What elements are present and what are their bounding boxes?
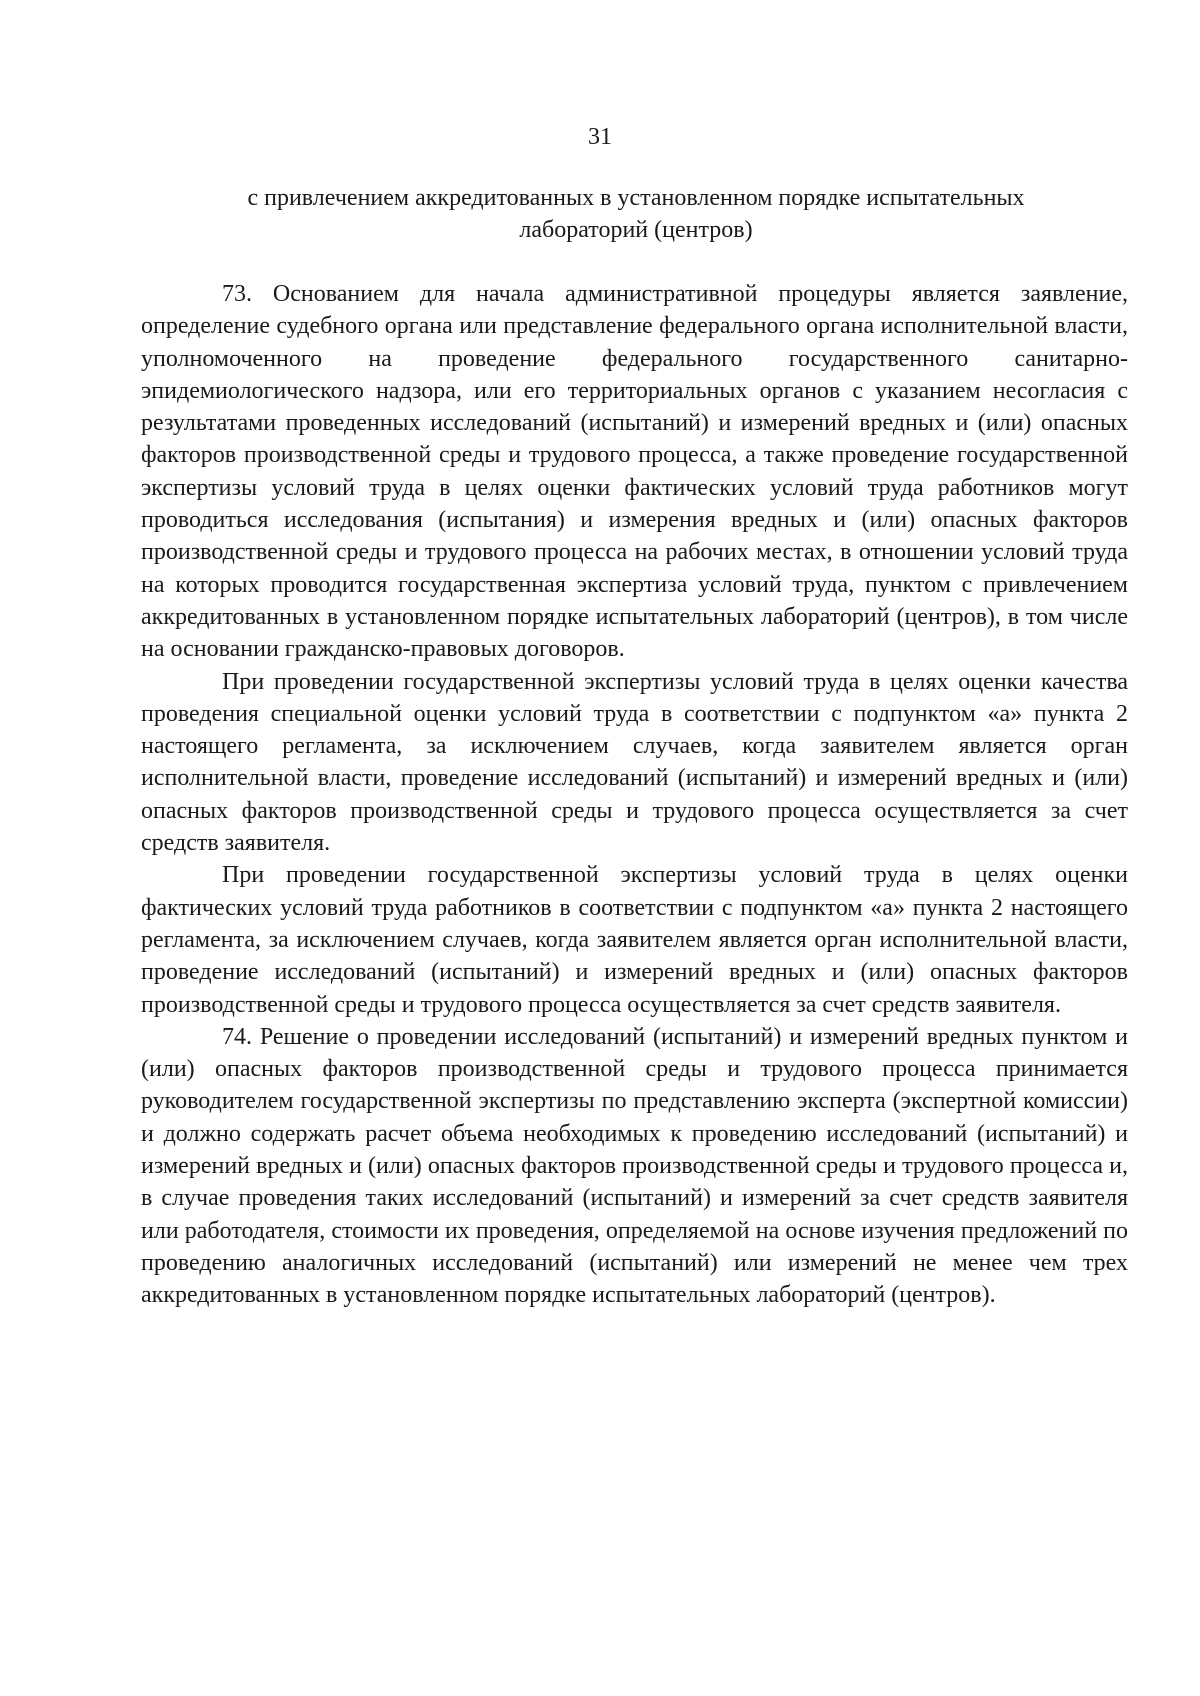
section-heading [140, 182, 1132, 246]
paragraph-assessment-quality: При проведении государственной экспертизы условий труда в целях оценки качества проведения специальной оценки условий труда в соответствии с подпунктом «а» пункта 2 настоящего регламента, за исключением случаев, когда заявителем является орган исполнительной власти, проведение исследований (испытаний) и измерений вредных и (или) опасных факторов производственной среды и трудового процесса осуществляется за счет средств заявителя. [141, 668, 1128, 857]
section-heading-line-1: с привлечением аккредитованных в установленном порядке испытательных [247, 185, 1025, 211]
section-heading-line-2: лабораторий (центров) [519, 217, 753, 243]
page-number: 31 [588, 124, 612, 150]
paragraph-assessment-actual-conditions: При проведении государственной экспертизы условий труда в целях оценки фактических условий труда работников в соответствии с подпунктом «а» пункта 2 настоящего регламента, за исключением случаев, когда заявителем является орган исполнительной власти, проведение исследований (испытаний) и измерений вредных и (или) опасных факторов производственной среды и трудового процесса осуществляется за счет средств заявителя. [141, 862, 1128, 1018]
paragraph-74: 74. Решение о проведении исследований (испытаний) и измерений вредных пунктом и (или) опасных факторов производственной среды и трудового процесса принимается руководителем государственной экспертизы по представлению эксперта (экспертной комиссии) и должно содержать расчет объема необходимых к проведению исследований (испытаний) и измерений вредных и (или) опасных факторов производственной среды и трудового процесса и, в случае проведения таких исследований (испытаний) и измерений за счет средств заявителя или работодателя, стоимости их проведения, определяемой на основе изучения предложений по проведению аналогичных исследований (испытаний) или измерений не менее чем трех аккредитованных в установленном порядке испытательных лабораторий (центров). [141, 1023, 1128, 1309]
body-text [141, 278, 1128, 1312]
paragraph-73: 73. Основанием для начала административной процедуры является заявление, определение судебного органа или представление федерального органа исполнительной власти, уполномоченного на проведение федерального государственного санитарно-эпидемиологического надзора, или его территориальных органов с указанием несогласия с результатами проведенных исследований (испытаний) и измерений вредных и (или) опасных факторов производственной среды и трудового процесса, а также проведение государственной экспертизы условий труда в целях оценки фактических условий труда работников могут проводиться исследования (испытания) и измерения вредных и (или) опасных факторов производственной среды и трудового процесса на рабочих местах, в отношении условий труда на которых проводится государственная экспертиза условий труда, пунктом с привлечением аккредитованных в установленном порядке испытательных лабораторий (центров), в том числе на основании гражданско-правовых договоров. [141, 281, 1128, 663]
